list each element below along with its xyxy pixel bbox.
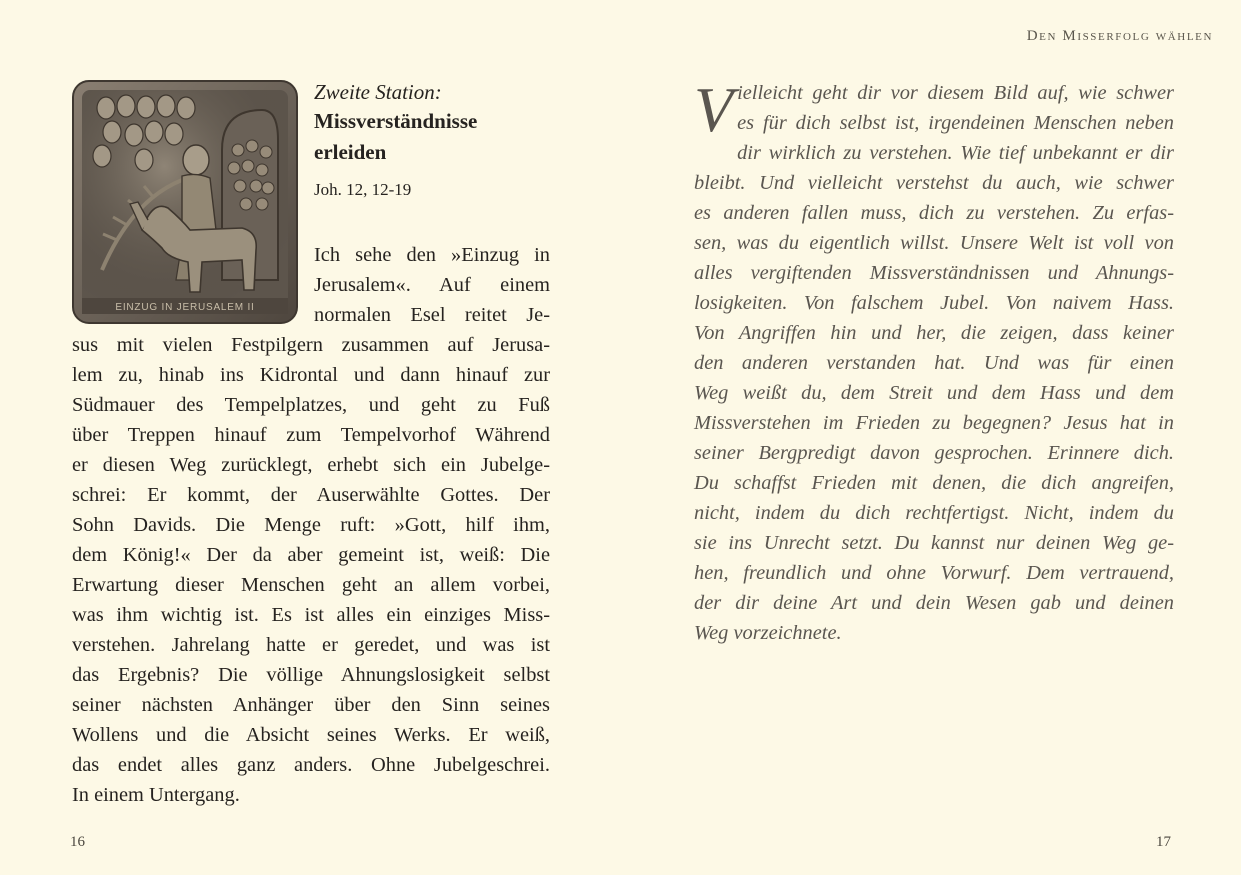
left-body-text [72, 240, 550, 810]
text-line: sie ins Unrecht setzt. Du kannst nur deinen Weg ge- [694, 532, 1174, 554]
text-line: Jerusalem«. Auf einem [314, 274, 550, 296]
text-line: nicht, indem du dich rechtfertigst. Nicht, indem du [694, 502, 1174, 524]
scripture-reference: Joh. 12, 12-19 [314, 180, 412, 199]
text-line: alles vergiftenden Missverständnissen und Ahnungs- [694, 262, 1174, 284]
text-line: Missverstehen im Frieden zu begegnen? Jesus hat in [694, 412, 1174, 434]
drop-cap: V [694, 74, 734, 145]
station-label: Zweite Station: [314, 80, 442, 104]
text-line: sen, was du eigentlich willst. Unsere Welt ist voll von [694, 232, 1174, 254]
text-line: Wollens und die Absicht seines Werks. Er weiß, [72, 724, 550, 746]
right-body-text [694, 74, 1174, 648]
text-line: Ich sehe den »Einzug in [314, 244, 550, 266]
relief-inscription: EINZUG IN JERUSALEM II [115, 302, 255, 313]
text-line: sus mit vielen Festpilgern zusammen auf Jerusa- [72, 334, 550, 356]
text-line: Weg vorzeichnete. [694, 622, 842, 644]
left-page [0, 0, 620, 875]
text-line: verstehen. Jahrelang hatte er geredet, und was ist [72, 634, 550, 656]
text-line: dir wirklich zu verstehen. Wie tief unbekannt er dir [737, 142, 1174, 164]
text-line: ielleicht geht dir vor diesem Bild auf, wie schwer [737, 82, 1174, 104]
station-title-line-1: Missverständnisse [314, 109, 478, 133]
text-line: der dir deine Art und dein Wesen gab und deinen [694, 592, 1174, 614]
text-line: hen, freundlich und ohne Vorwurf. Dem vertrauend, [694, 562, 1174, 584]
text-line: bleibt. Und vielleicht verstehst du auch, wie schwer [694, 172, 1174, 194]
page-number-left: 16 [70, 834, 85, 850]
running-head: Den Misserfolg wählen [1026, 28, 1213, 44]
station-heading [314, 78, 554, 202]
text-line: seiner Bergpredigt davon gesprochen. Erinnere dich. [694, 442, 1174, 464]
text-line: es für dich selbst ist, irgendeinen Menschen neben [737, 112, 1174, 134]
text-line: Sohn Davids. Die Menge ruft: »Gott, hilf ihm, [72, 514, 550, 536]
text-line: Von Angriffen hin und her, die zeigen, dass keiner [694, 322, 1174, 344]
text-line: seiner nächsten Anhänger über den Sinn seines [72, 694, 550, 716]
text-line: Weg weißt du, dem Streit und dem Hass und dem [694, 382, 1174, 404]
text-line: über Treppen hinauf zum Tempelvorhof Während [72, 424, 550, 446]
text-line: das Ergebnis? Die völlige Ahnungslosigkeit selbst [72, 664, 550, 686]
station-title-line-2: erleiden [314, 140, 387, 164]
text-line: losigkeiten. Von falschem Jubel. Von naivem Hass. [694, 292, 1174, 314]
text-line: schrei: Er kommt, der Auserwählte Gottes. Der [72, 484, 550, 506]
text-line: Erwartung dieser Menschen geht an allem vorbei, [72, 574, 550, 596]
page-number-right: 17 [1156, 834, 1171, 850]
text-line: den anderen verstanden hat. Und was für einen [694, 352, 1174, 374]
text-line: In einem Untergang. [72, 784, 240, 806]
text-line: es anderen fallen muss, dich zu verstehen. Zu erfas- [694, 202, 1174, 224]
text-line: normalen Esel reitet Je- [314, 304, 550, 326]
text-line: was ihm wichtig ist. Es ist alles ein einziges Miss- [72, 604, 550, 626]
text-line: Du schaffst Frieden mit denen, die dich angreifen, [694, 472, 1174, 494]
text-line: das endet alles ganz anders. Ohne Jubelgeschrei. [72, 754, 550, 776]
text-line: dem König!« Der da aber gemeint ist, weiß: Die [72, 544, 550, 566]
text-line: er diesen Weg zurücklegt, erhebt sich ein Jubelge- [72, 454, 550, 476]
text-line: lem zu, hinab ins Kidrontal und dann hinauf zur [72, 364, 550, 386]
text-line: Südmauer des Tempelplatzes, und geht zu Fuß [72, 394, 550, 416]
